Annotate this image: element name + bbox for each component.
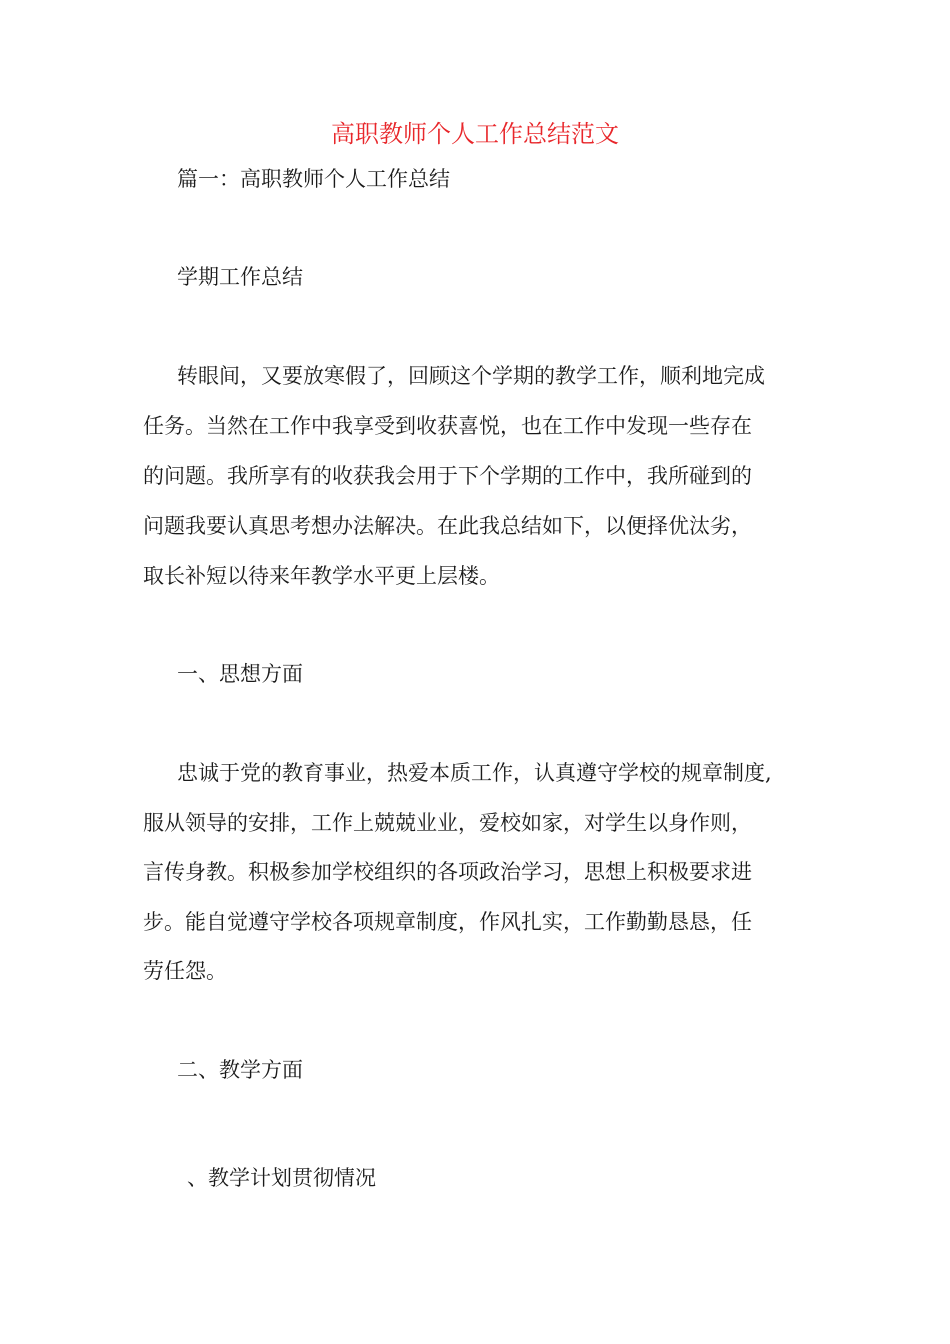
intro-line: 取长补短以待来年教学水平更上层楼。 xyxy=(143,564,500,588)
intro-line: 任务。当然在工作中我享受到收获喜悦，也在工作中发现一些存在 xyxy=(143,414,752,438)
intro-line: 问题我要认真思考想办法解决。在此我总结如下，以便择优汰劣， xyxy=(143,514,752,538)
paragraph-line: 言传身教。积极参加学校组织的各项政治学习，思想上积极要求进 xyxy=(143,860,752,884)
paragraph-line: 忠诚于党的教育事业，热爱本质工作，认真遵守学校的规章制度, xyxy=(177,761,772,785)
section-heading: 学期工作总结 xyxy=(177,265,303,289)
subheading-teaching-plan: 、教学计划贯彻情况 xyxy=(187,1166,376,1190)
paragraph-line: 劳任怨。 xyxy=(143,959,227,983)
heading-teaching: 二、教学方面 xyxy=(177,1058,303,1082)
document-subtitle: 篇一：高职教师个人工作总结 xyxy=(177,167,450,191)
heading-thought: 一、思想方面 xyxy=(177,662,303,686)
document-title: 高职教师个人工作总结范文 xyxy=(331,120,619,148)
paragraph-line: 步。能自觉遵守学校各项规章制度，作风扎实，工作勤勤恳恳，任 xyxy=(143,910,752,934)
intro-line: 的问题。我所享有的收获我会用于下个学期的工作中，我所碰到的 xyxy=(143,464,752,488)
intro-line: 转眼间，又要放寒假了，回顾这个学期的教学工作，顺利地完成 xyxy=(177,364,765,388)
paragraph-line: 服从领导的安排，工作上兢兢业业，爱校如家，对学生以身作则， xyxy=(143,811,752,835)
